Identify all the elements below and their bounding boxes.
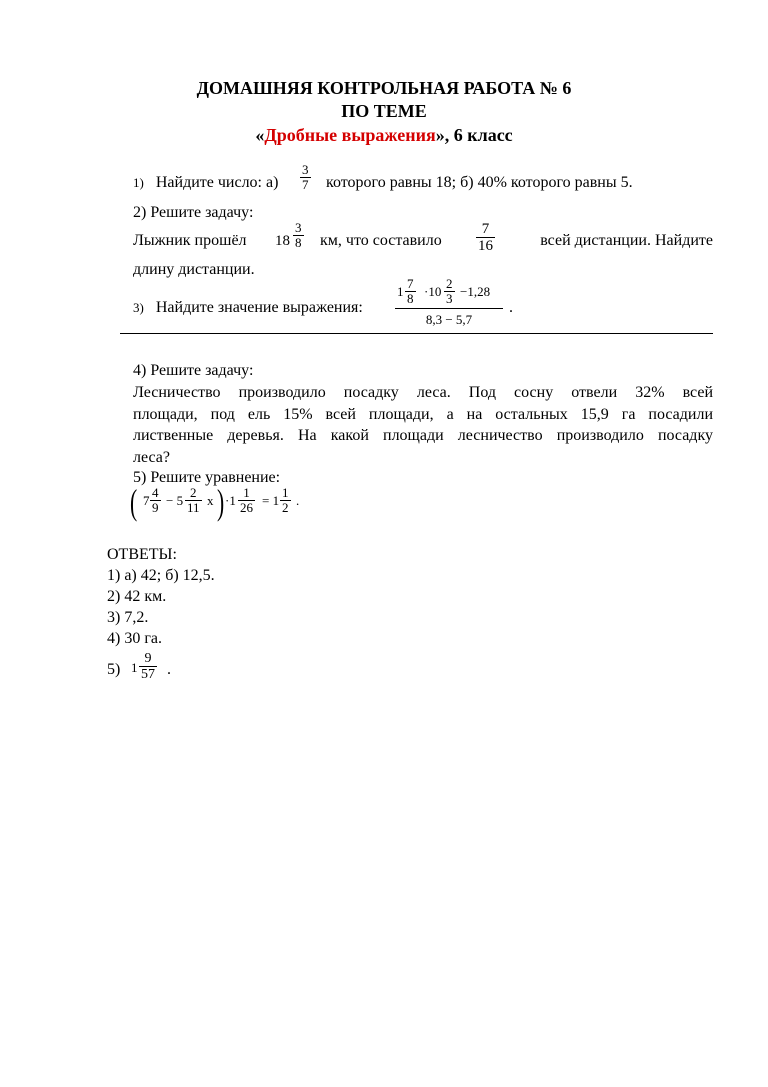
frac-denominator: 9 — [152, 500, 159, 515]
frac-numerator: 2 — [185, 486, 202, 501]
eq-op2: ·1 — [225, 493, 236, 508]
task2-p1: Лыжник прошёл — [133, 232, 247, 249]
expr-minus: −1,28 — [460, 284, 491, 299]
task4-line4: леса? — [133, 449, 170, 466]
frac-denominator: 8 — [407, 291, 414, 306]
task2-p2: км, что составило — [320, 232, 442, 249]
expr-end: . — [509, 299, 513, 316]
task3-line — [133, 298, 363, 318]
task1-line — [133, 173, 278, 193]
task2-title: 2) Решите задачу: — [133, 204, 254, 221]
task4-line1: Лесничество производило посадку леса. Под сосну отвели 32% всей — [133, 384, 713, 401]
task4-line3: лиственные деревья. На какой площади лесничество производило посадку — [133, 427, 713, 444]
frac-numerator: 1 — [238, 486, 255, 501]
paren-close: ) — [217, 482, 225, 522]
task1-fraction — [300, 163, 311, 192]
task1-text-a: Найдите число: а) — [155, 174, 279, 191]
answer-3: 3) 7,2. — [107, 609, 149, 626]
task2-mixed-fraction — [293, 221, 304, 250]
task2-fraction — [476, 221, 495, 254]
frac-denominator: 26 — [240, 500, 253, 515]
task3-text: Найдите значение выражения: — [155, 299, 363, 316]
answer-1: 1) а) 42; б) 12,5. — [107, 567, 215, 584]
answer-5-label: 5) — [107, 661, 121, 678]
eq-frac3 — [238, 486, 255, 515]
expr-main-fraction-bar — [395, 308, 503, 309]
frac-numerator: 7 — [407, 276, 414, 291]
frac-denominator: 2 — [282, 500, 289, 515]
eq-frac1 — [150, 486, 161, 515]
doc-title-line3 — [0, 124, 768, 146]
task1-text-b: которого равны 18; б) 40% которого равны 5. — [326, 174, 633, 191]
expr-dot10: ·10 — [424, 284, 442, 299]
expr-frac2 — [444, 277, 455, 306]
eq-frac2 — [185, 486, 202, 515]
frac-denominator: 8 — [295, 235, 302, 250]
answer-2: 2) 42 км. — [107, 588, 167, 605]
eq-whole1: 7 — [143, 493, 150, 508]
frac-numerator: 7 — [476, 221, 495, 238]
frac-denominator: 57 — [141, 667, 155, 682]
task3-number: 3) — [133, 300, 144, 315]
quote-open: « — [255, 125, 265, 145]
task2-p3: всей дистанции. Найдите — [540, 232, 713, 249]
frac-numerator: 4 — [152, 485, 159, 500]
frac-numerator: 3 — [295, 220, 302, 235]
task1-number: 1) — [133, 175, 144, 190]
frac-numerator: 3 — [302, 162, 309, 177]
frac-numerator: 2 — [446, 276, 453, 291]
task5-title: 5) Решите уравнение: — [133, 469, 281, 486]
frac-numerator: 9 — [139, 651, 157, 667]
answer-5-end: . — [167, 661, 171, 678]
frac-denominator: 11 — [187, 500, 200, 515]
section-divider — [120, 333, 713, 334]
task4-line2: площади, под ель 15% всей площади, а на остальных 15,9 га посадили — [133, 406, 713, 423]
expr-whole1: 1 — [397, 284, 404, 299]
expr-frac1 — [405, 277, 416, 306]
answer-5-fraction — [139, 651, 157, 682]
task4-title: 4) Решите задачу: — [133, 362, 254, 379]
task2-p4: длину дистанции. — [133, 261, 255, 278]
task2-mixed-whole: 18 — [275, 233, 290, 249]
eq-x: x — [207, 493, 214, 508]
eq-op1: − 5 — [166, 493, 184, 508]
answers-title: ОТВЕТЫ: — [107, 546, 177, 563]
frac-denominator: 16 — [478, 238, 493, 254]
frac-denominator: 7 — [302, 177, 309, 192]
paren-open: ( — [130, 482, 138, 522]
doc-title-line2: ПО ТЕМЕ — [341, 101, 427, 121]
title-suffix: », 6 класс — [435, 125, 513, 145]
frac-numerator: 1 — [282, 485, 289, 500]
topic-title: Дробные выражения — [264, 125, 436, 145]
answer-5-whole: 1 — [131, 660, 138, 675]
answer-4: 4) 30 га. — [107, 630, 162, 647]
frac-denominator: 3 — [446, 291, 453, 306]
doc-title-line1: ДОМАШНЯЯ КОНТРОЛЬНАЯ РАБОТА № 6 — [196, 78, 572, 98]
eq-equals: = 1 — [262, 493, 280, 508]
expr-denominator: 8,3 − 5,7 — [425, 312, 473, 327]
eq-frac4 — [280, 486, 291, 515]
eq-end: . — [296, 493, 300, 508]
